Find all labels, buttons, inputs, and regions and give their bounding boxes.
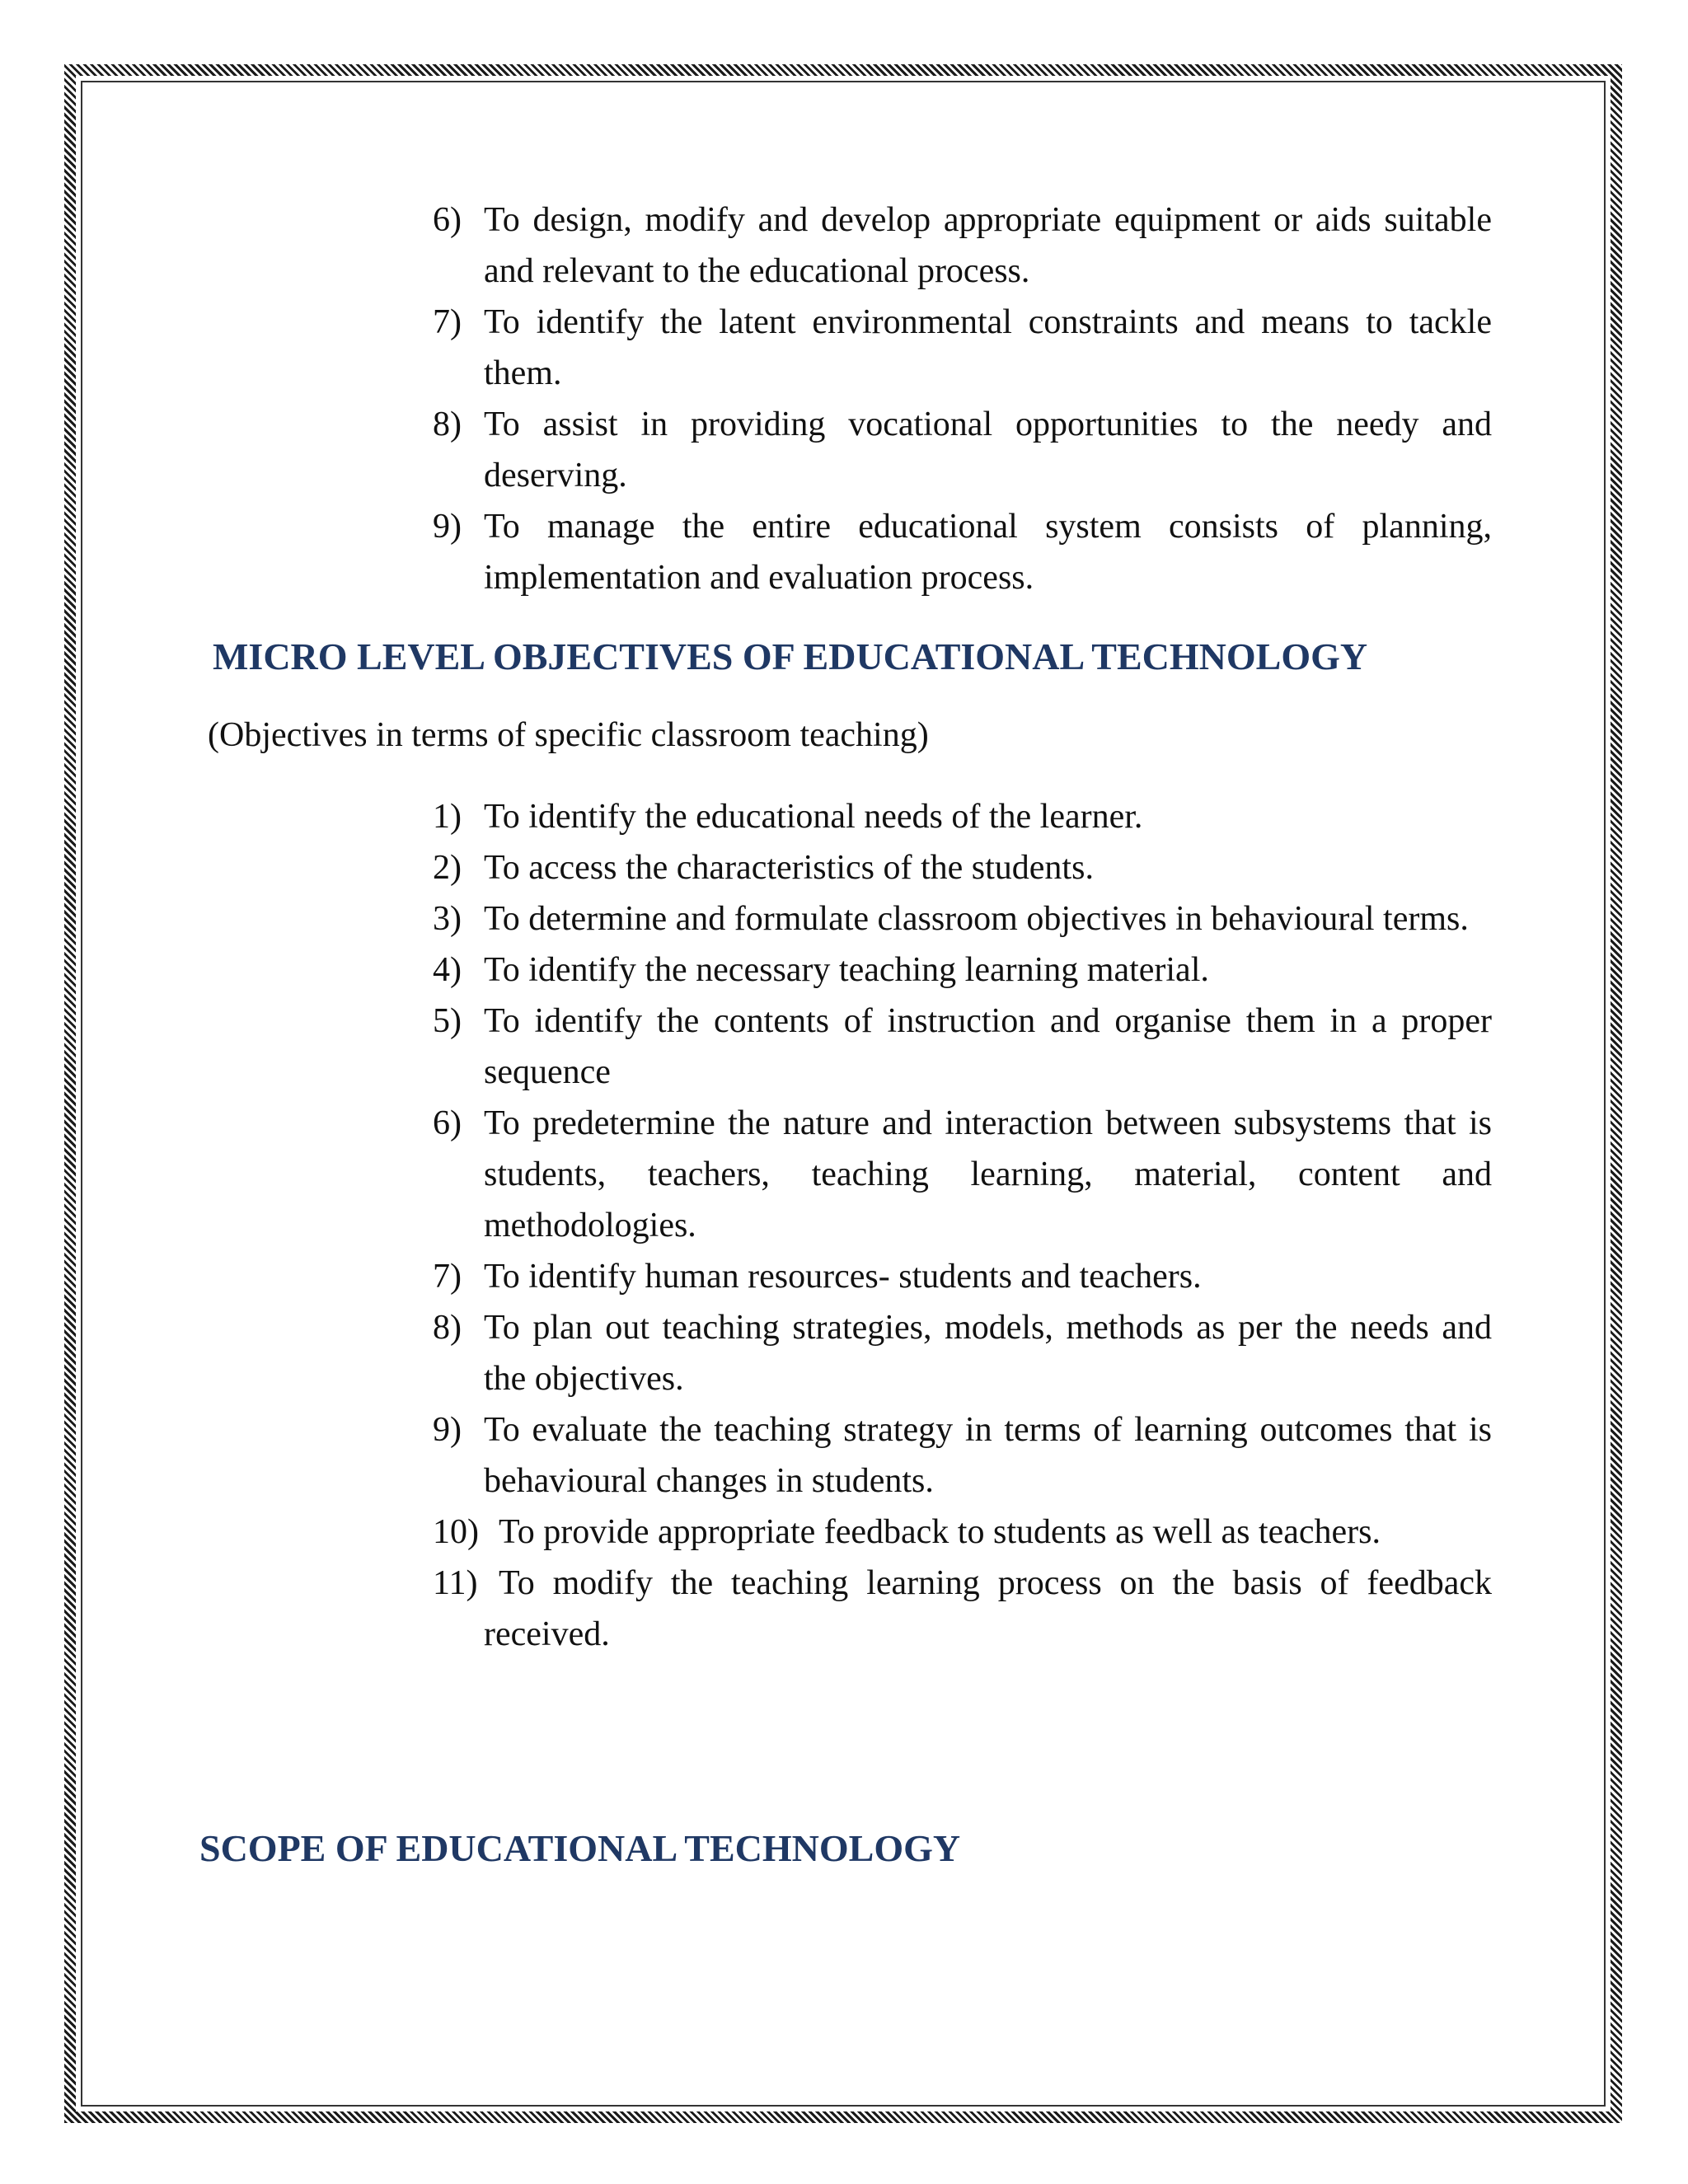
list-item: [433, 1302, 1492, 1404]
list-item: [433, 1404, 1492, 1507]
list-item: [433, 944, 1492, 996]
item-number: 3): [433, 900, 462, 938]
list-item: [433, 893, 1492, 944]
list-item: [433, 399, 1492, 501]
item-text: To identify the contents of instruction and organise them in a proper sequence: [484, 1002, 1492, 1091]
item-text: To identify the necessary teaching learning material.: [484, 951, 1209, 989]
item-number: 8): [433, 1309, 462, 1347]
item-text: To access the characteristics of the students.: [484, 849, 1094, 887]
item-number: 7): [433, 1258, 462, 1296]
item-text: To identify the educational needs of the learner.: [484, 798, 1143, 836]
list-item: [433, 842, 1492, 893]
item-number: 2): [433, 849, 462, 887]
item-number: 5): [433, 1002, 462, 1040]
micro-objectives-subtitle: (Objectives in terms of specific classroom teaching): [208, 716, 929, 754]
item-number: 1): [433, 798, 462, 836]
item-text: To provide appropriate feedback to students as well as teachers.: [499, 1513, 1381, 1551]
item-number: 4): [433, 951, 462, 989]
item-text: To evaluate the teaching strategy in terms of learning outcomes that is behavioural changes in students.: [484, 1411, 1492, 1500]
top-objectives-list: [433, 194, 1492, 603]
list-item: [433, 194, 1492, 297]
list-item: [433, 1251, 1492, 1302]
item-text: To identify the latent environmental constraints and means to tackle them.: [484, 303, 1492, 392]
list-item: [433, 501, 1492, 603]
list-item: [433, 1098, 1492, 1251]
list-item: [433, 297, 1492, 399]
item-number: 7): [433, 303, 462, 341]
scope-heading: SCOPE OF EDUCATIONAL TECHNOLOGY: [199, 1827, 961, 1869]
item-text: To modify the teaching learning process on the basis of feedback received.: [484, 1564, 1492, 1653]
item-text: To plan out teaching strategies, models, methods as per the needs and the objectives.: [484, 1309, 1492, 1398]
item-number: 11): [433, 1564, 478, 1602]
item-number: 10): [433, 1513, 479, 1551]
list-item: [433, 1507, 1492, 1558]
item-text: To design, modify and develop appropriate equipment or aids suitable and relevant to the educational process.: [484, 201, 1492, 290]
item-number: 6): [433, 201, 462, 239]
item-number: 8): [433, 405, 462, 443]
list-item: [433, 996, 1492, 1098]
list-item: [433, 791, 1492, 842]
item-text: To determine and formulate classroom objectives in behavioural terms.: [484, 900, 1469, 938]
micro-objectives-list: [433, 791, 1492, 1660]
item-number: 9): [433, 508, 462, 546]
item-text: To identify human resources- students and teachers.: [484, 1258, 1202, 1296]
item-number: 6): [433, 1104, 462, 1142]
list-item: [433, 1558, 1492, 1660]
item-text: To assist in providing vocational opportunities to the needy and deserving.: [484, 405, 1492, 494]
item-text: To predetermine the nature and interaction between subsystems that is students, teachers, teaching learning, material, content and methodologies.: [484, 1104, 1492, 1244]
item-number: 9): [433, 1411, 462, 1449]
item-text: To manage the entire educational system consists of planning, implementation and evaluation process.: [484, 508, 1492, 597]
micro-objectives-heading: MICRO LEVEL OBJECTIVES OF EDUCATIONAL TECHNOLOGY: [213, 635, 1368, 677]
